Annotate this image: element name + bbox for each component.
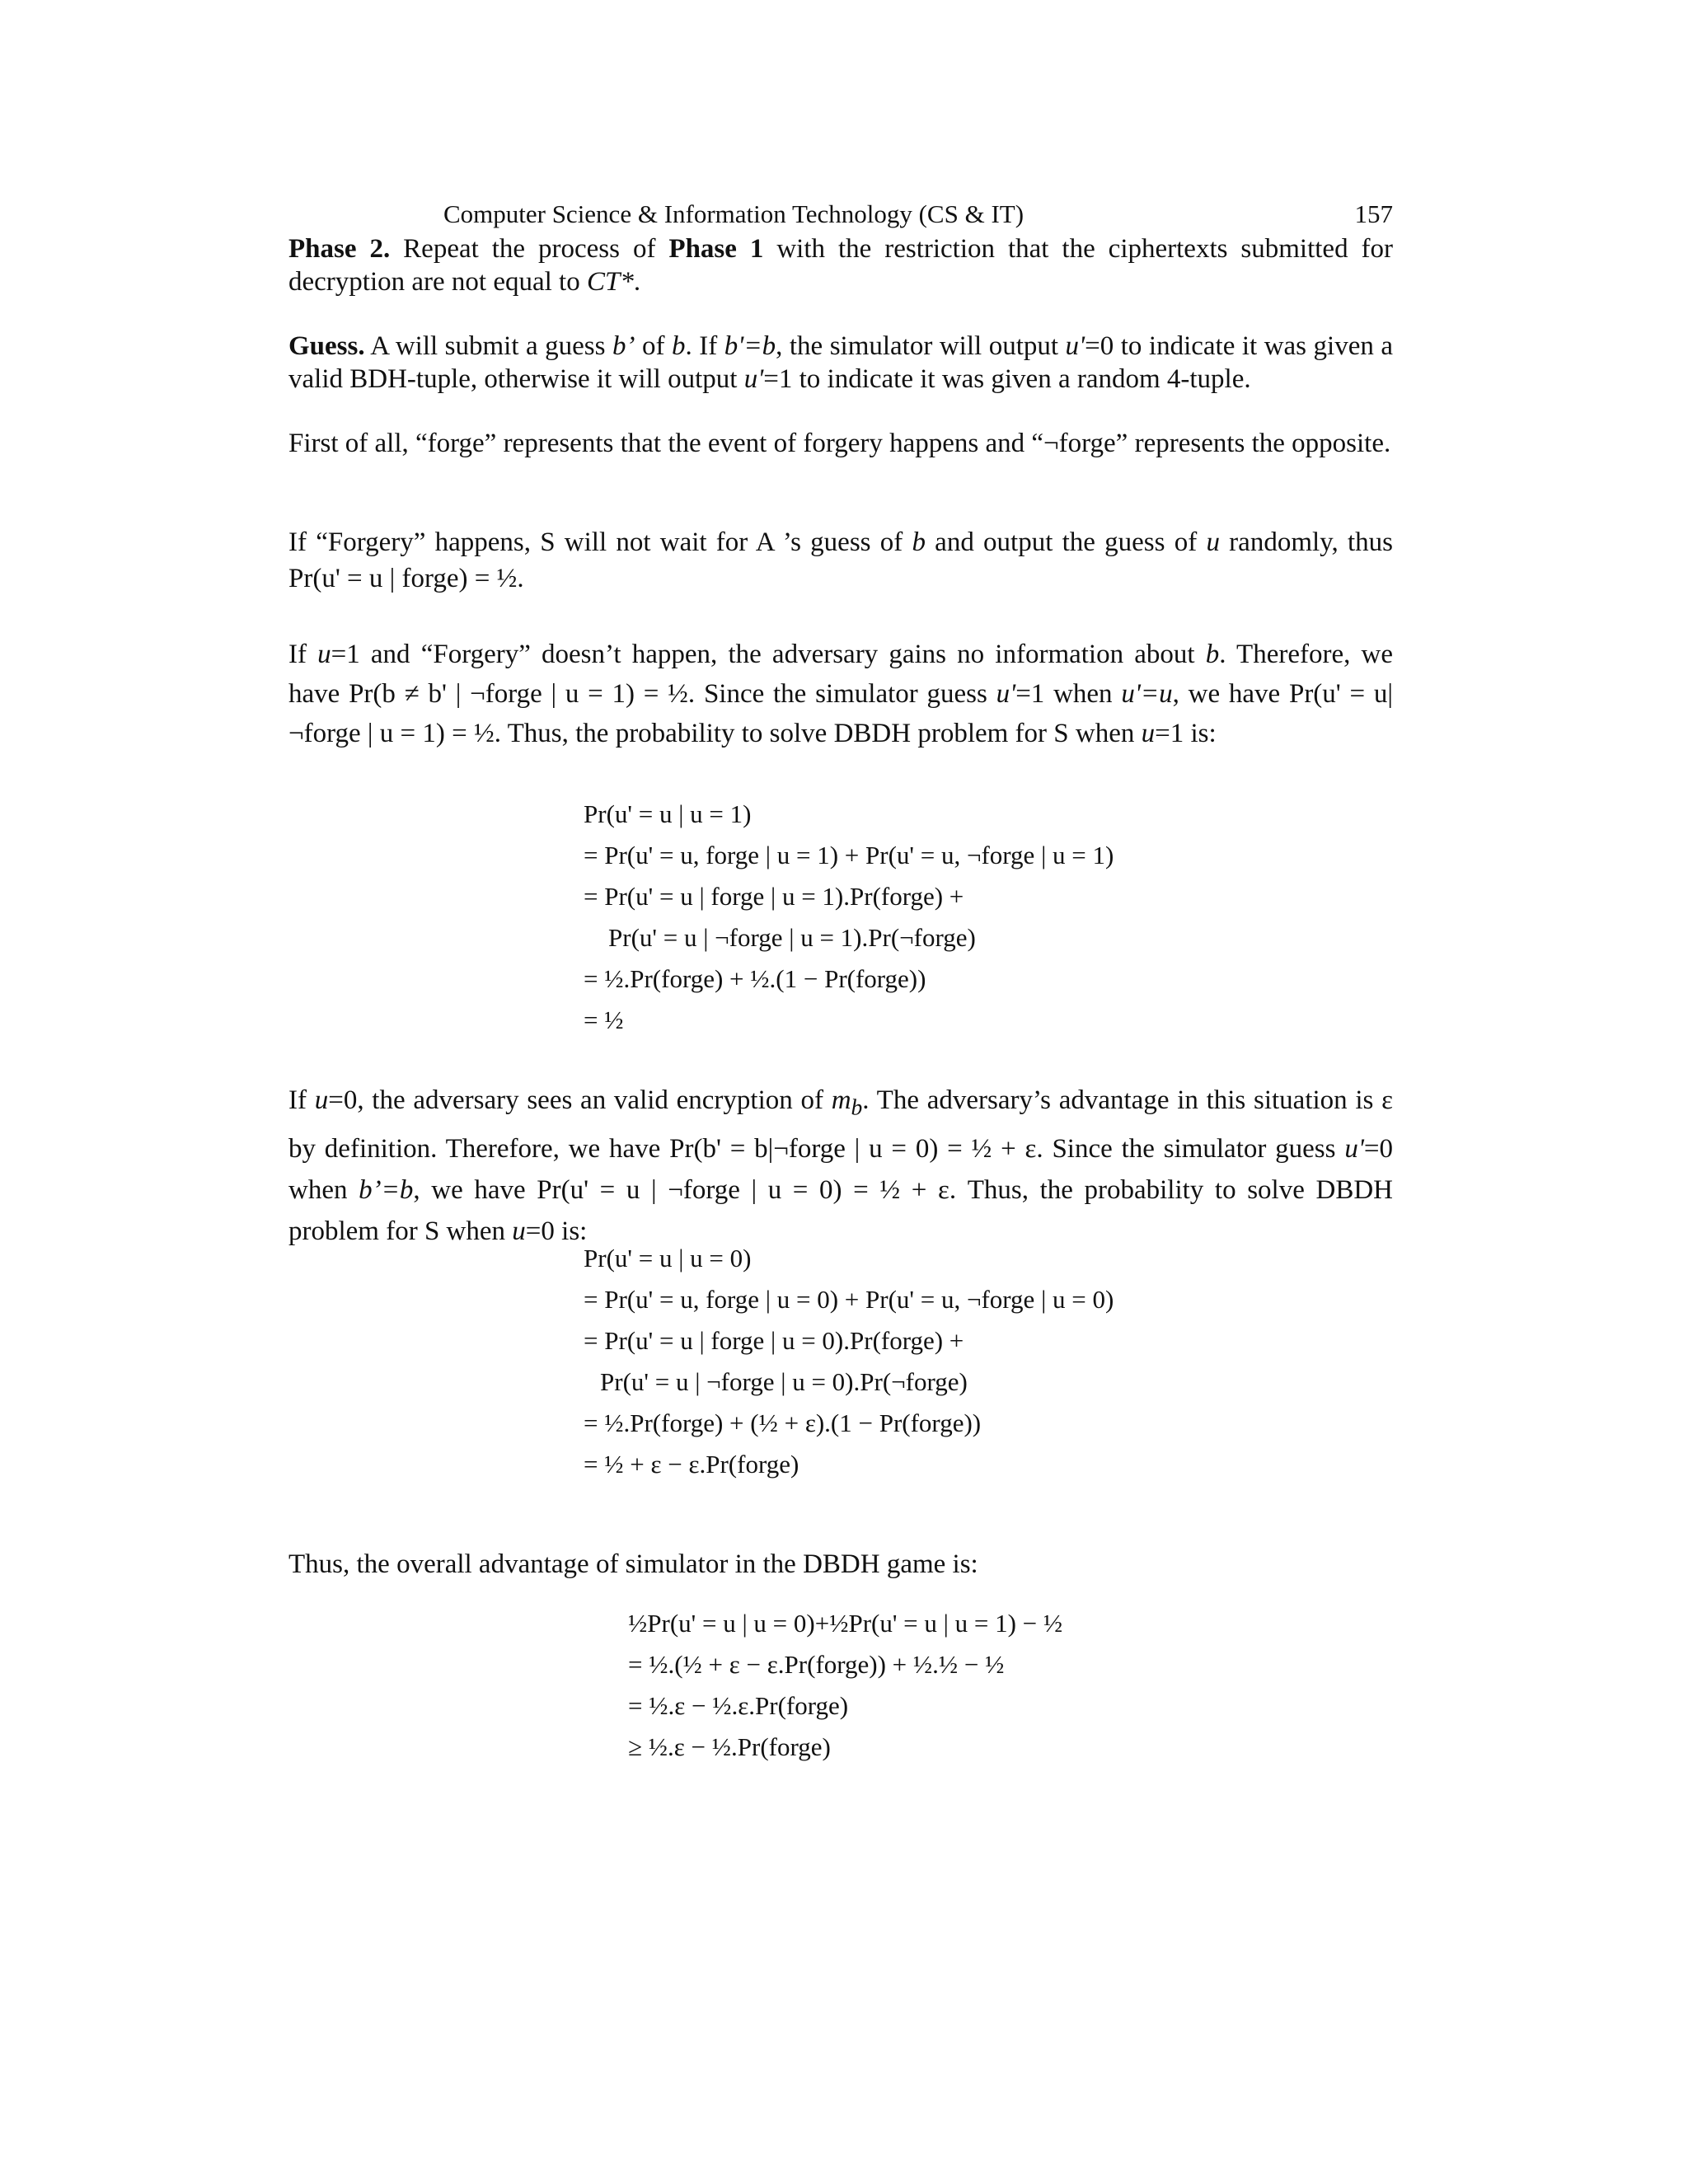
- page-number: 157: [1354, 199, 1393, 228]
- guess-paragraph: [288, 330, 1393, 396]
- math: b’=b: [359, 1174, 414, 1205]
- text: , the simulator will output: [776, 331, 1066, 361]
- text: randomly, thus: [1219, 527, 1394, 557]
- equation-block-u0: [584, 1238, 1114, 1485]
- math: b’: [612, 331, 635, 361]
- text: , we have: [413, 1174, 537, 1205]
- equation-line: = Pr(u' = u, forge | u = 0) + Pr(u' = u, ¬forge | u = 0): [584, 1285, 1114, 1314]
- text: and output the guess of: [925, 527, 1207, 557]
- equation-line: = Pr(u' = u | forge | u = 1).Pr(forge) +: [584, 882, 964, 911]
- math: u': [1344, 1133, 1364, 1164]
- math: u: [1206, 527, 1220, 557]
- inline-equation: Pr(u' = u | forge) = ½: [288, 564, 518, 593]
- forge-definition-paragraph: First of all, “forge” represents that the event of forgery happens and “¬forge” represents the opposite.: [288, 429, 1391, 458]
- text: , we have: [1172, 679, 1289, 709]
- equation-line: = Pr(u' = u, forge | u = 1) + Pr(u' = u, ¬forge | u = 1): [584, 841, 1114, 869]
- inline-equation: Pr(u' = u | ¬forge | u = 0) = ½ + ε: [537, 1174, 950, 1205]
- text: If: [288, 1085, 315, 1115]
- page-header: [288, 199, 1393, 232]
- text: .: [517, 564, 524, 593]
- inline-equation: Pr(b ≠ b' | ¬forge | u = 1) = ½: [349, 679, 688, 709]
- equation-block-overall: [628, 1603, 1062, 1768]
- equation-line: = ½.(½ + ε − ε.Pr(forge)) + ½.½ − ½: [628, 1650, 1005, 1679]
- math: u: [317, 640, 331, 669]
- journal-title: Computer Science & Information Technology (CS & IT): [443, 199, 1025, 228]
- equation-line: Pr(u' = u | ¬forge | u = 0).Pr(¬forge): [600, 1367, 968, 1396]
- math: b: [1205, 640, 1220, 669]
- text: . Thus, the probability to solve DBDH problem for S when: [494, 719, 1142, 748]
- equation-line: Pr(u' = u | u = 1): [584, 799, 752, 828]
- math: m: [831, 1085, 851, 1115]
- phase1-ref: Phase 1: [668, 234, 764, 264]
- text: =1 to indicate it was given a random 4-tuple.: [763, 364, 1251, 394]
- math: u: [1141, 719, 1156, 748]
- equation-line: ½Pr(u' = u | u = 0)+½Pr(u' = u | u = 1) − ½: [628, 1609, 1063, 1638]
- text: If “Forgery” happens, S will not wait for A ’s guess of: [288, 527, 912, 557]
- guess-label: Guess.: [288, 331, 365, 361]
- math: b'=b: [724, 331, 776, 361]
- overall-advantage-paragraph: Thus, the overall advantage of simulator in the DBDH game is:: [288, 1549, 978, 1579]
- text: .: [633, 267, 641, 297]
- equation-line: = ½ + ε − ε.Pr(forge): [584, 1450, 799, 1479]
- text: =0, the adversary sees an valid encryption of: [328, 1085, 832, 1115]
- text: If: [288, 640, 318, 669]
- ct-star: CT*: [586, 267, 634, 297]
- math: u': [996, 679, 1016, 709]
- equation-line: Pr(u' = u | ¬forge | u = 1).Pr(¬forge): [608, 923, 976, 952]
- text: with the restriction that the ciphertexts submitted for decryption are not equal to: [288, 234, 1394, 297]
- text: =0 is:: [525, 1216, 588, 1246]
- text: . Thus, the probability to solve DBDH problem for S when: [288, 1174, 1393, 1246]
- text: =1 is:: [1155, 719, 1217, 748]
- equation-line: = ½.ε − ½.ε.Pr(forge): [628, 1691, 849, 1720]
- text: =0 when: [288, 1133, 1393, 1205]
- text: . Since the simulator guess: [687, 679, 996, 709]
- text: . The adversary’s advantage in this situation is ε by definition. Therefore, we have: [288, 1085, 1393, 1164]
- equation-line: = ½.Pr(forge) + ½.(1 − Pr(forge)): [584, 964, 926, 993]
- equation-line: Pr(u' = u | u = 0): [584, 1244, 752, 1272]
- math: u'=u: [1121, 679, 1173, 709]
- math: b: [912, 527, 926, 557]
- text: of: [635, 331, 673, 361]
- text: . Therefore, we have: [288, 640, 1393, 709]
- equation-line: = Pr(u' = u | forge | u = 0).Pr(forge) +: [584, 1326, 964, 1355]
- inline-equation: Pr(b' = b|¬forge | u = 0) = ½ + ε: [669, 1133, 1037, 1164]
- text: . If: [685, 331, 724, 361]
- equation-line: = ½: [584, 1005, 624, 1034]
- equation-block-u1: [584, 794, 1114, 1041]
- text: =1 when: [1015, 679, 1122, 709]
- math-subscript: b: [851, 1094, 863, 1120]
- text: . Since the simulator guess: [1036, 1133, 1345, 1164]
- math: b: [672, 331, 686, 361]
- text: Repeat the process of: [390, 234, 669, 264]
- text: =0 to indicate it was given a valid BDH-tuple, otherwise it will output: [288, 331, 1393, 394]
- phase2-label: Phase 2.: [288, 234, 391, 264]
- math: u': [1065, 331, 1085, 361]
- forgery-paragraph: [288, 524, 1393, 597]
- text: A will submit a guess: [364, 331, 613, 361]
- math: u: [512, 1216, 526, 1246]
- inline-equation: Pr(u' = u|¬forge | u = 1) = ½: [288, 679, 1393, 748]
- equation-line: = ½.Pr(forge) + (½ + ε).(1 − Pr(forge)): [584, 1408, 982, 1437]
- text: =1 and “Forgery” doesn’t happen, the adversary gains no information about: [331, 640, 1206, 669]
- u1-paragraph: [288, 635, 1393, 753]
- equation-line: ≥ ½.ε − ½.Pr(forge): [628, 1732, 831, 1761]
- u0-paragraph: [288, 1080, 1393, 1252]
- math: u: [314, 1085, 329, 1115]
- math: u': [743, 364, 764, 394]
- phase2-paragraph: [288, 232, 1393, 298]
